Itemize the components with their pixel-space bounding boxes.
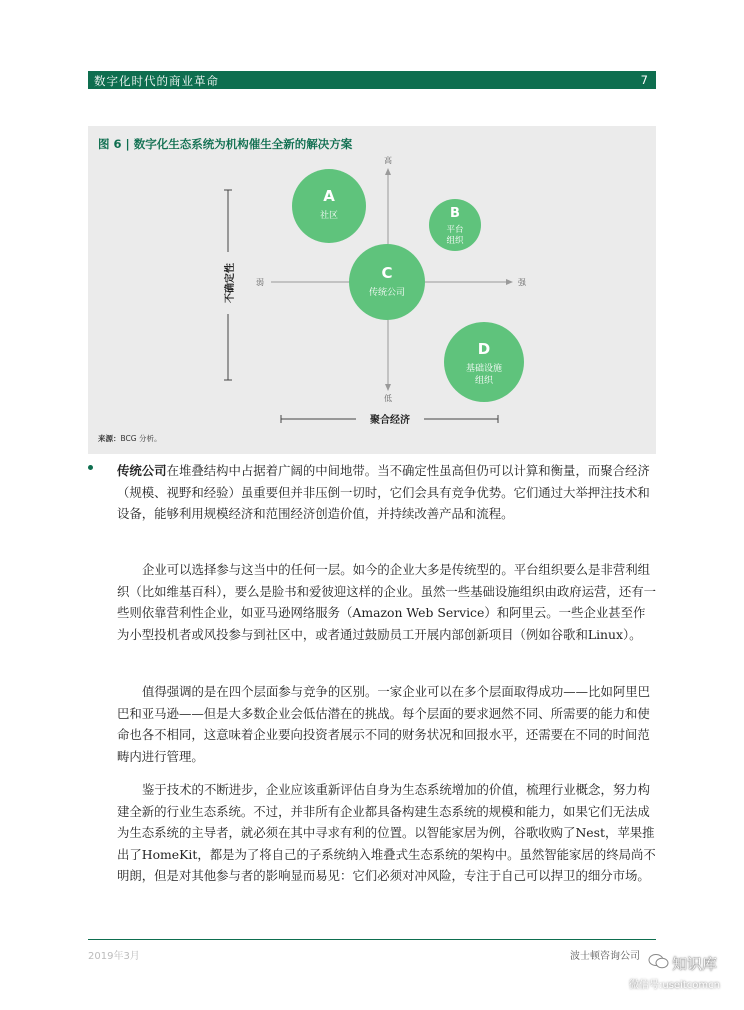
ecosystem-diagram [88,126,656,454]
footer-divider [88,939,656,940]
watermark-sub: 微信号:useitcomcn [629,980,720,991]
figure-panel [88,126,656,454]
y-axis-label: 不确定性 [225,263,236,303]
node-c [349,244,425,320]
node-c-label: 传统公司 [368,288,406,298]
node-d-label-line2: 组织 [474,376,494,386]
page-number: 7 [640,73,648,87]
node-b [429,199,481,251]
low-label: 低 [384,394,392,403]
page-header [88,71,656,89]
node-a-circle [292,169,366,243]
node-b-label-line1: 平台 [446,225,464,235]
weak-label: 弱 [256,278,264,287]
bullet-dot [88,465,93,470]
bullet-paragraph [117,460,657,525]
paragraph-1: 企业可以选择参与这当中的任何一层。如今的企业大多是传统型的。平台组织要么是非营利组织（比如维基百科），要么是脸书和爱彼迎这样的企业。虽然一些基础设施组织由政府运营，还有一些则依靠营利性企业，如亚马逊网络服务（Amazon Web Service）和阿里云。一些企业甚至作为小型投机者或风投参与到社区中，或者通过鼓励员工开展内部创新项目（例如谷歌和Linux）。 [117,562,656,642]
node-b-label-line2: 组织 [446,236,464,246]
node-d [444,322,524,402]
figure-title: 图 6 | 数字化生态系统为机构催生全新的解决方案 [98,137,353,151]
source-text: BCG 分析。 [120,434,162,443]
node-c-letter: C [381,264,393,282]
watermark-main: 知识库 [672,955,718,973]
high-label: 高 [384,156,392,165]
figure-source [98,433,161,444]
paragraph-3: 鉴于技术的不断进步，企业应该重新评估自身为生态系统增加的价值，梳理行业概念，努力构建全新的行业生态系统。不过，并非所有企业都具备构建生态系统的规模和能力，如果它们无法成为生态系统的主导者，就必须在其中寻求有利的位置。以智能家居为例，谷歌收购了Nest，苹果推出了HomeKit，都是为了将自己的子系统纳入堆叠式生态系统的架构中。虽然智能家居的终局尚不明朗，但是对其他参与者的影响显而易见：它们必须对冲风险，专注于自己可以捍卫的细分市场。 [117,782,656,883]
node-d-label-line1: 基础设施 [465,364,503,374]
strong-label: 强 [518,278,526,287]
source-label: 来源： [98,434,121,443]
node-d-letter: D [477,340,491,358]
node-a-letter: A [323,187,335,205]
arrow-right-icon [506,279,513,285]
paragraph-2: 值得强调的是在四个层面参与竞争的区别。一家企业可以在多个层面取得成功——比如阿里巴巴和亚马逊——但是大多数企业会低估潜在的挑战。每个层面的要求迥然不同、所需要的能力和使命也各不相同，这意味着企业要向投资者展示不同的财务状况和回报水平，还需要在不同的时间范畴内进行管理。 [117,684,651,764]
footer-date: 2019年3月 [88,951,140,962]
node-a-label: 社区 [319,211,339,221]
node-a [292,169,366,243]
node-d-circle [444,322,524,402]
footer-org: 波士顿咨询公司 [570,951,640,962]
node-b-letter: B [450,206,460,221]
x-axis-label: 聚合经济 [370,415,410,426]
bullet-bold-term: 传统公司 [117,463,167,478]
bullet-text: 在堆叠结构中占据着广阔的中间地带。当不确定性虽高但仍可以计算和衡量，而聚合经济（规模、视野和经验）虽重要但并非压倒一切时，它们会具有竞争优势。它们通过大举押注技术和设备，能够利用规模经济和范围经济创造价值，并持续改善产品和流程。 [117,463,650,521]
arrow-up-icon [385,168,391,175]
header-title: 数字化时代的商业革命 [94,74,219,88]
node-c-circle [349,244,425,320]
wechat-icon [648,953,670,970]
arrow-down-icon [385,384,391,391]
